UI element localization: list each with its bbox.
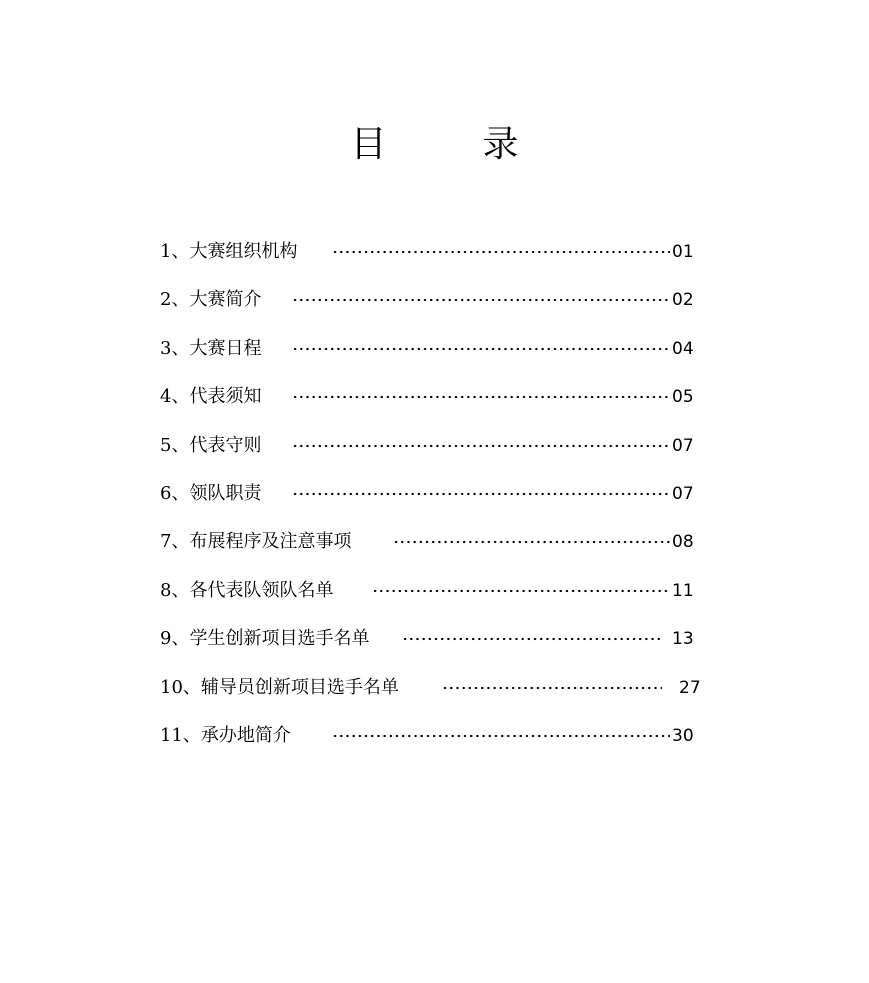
toc-entry-label: 8、各代表队领队名单 xyxy=(160,579,334,601)
toc-page-number: 04 xyxy=(672,338,694,359)
toc-page-number: 27 xyxy=(679,677,701,698)
toc-page-number: 13 xyxy=(672,629,694,650)
toc-entry[interactable] xyxy=(160,333,700,381)
toc-dot-leader xyxy=(292,444,670,448)
toc-entry-label: 2、大赛简介 xyxy=(160,289,262,311)
toc-entry-label: 5、代表守则 xyxy=(160,434,262,456)
toc-entry-label: 7、布展程序及注意事项 xyxy=(160,531,352,553)
toc-entry[interactable] xyxy=(160,430,700,478)
toc-page-number: 02 xyxy=(672,290,694,311)
toc-entry[interactable] xyxy=(160,623,700,671)
toc-page-number: 01 xyxy=(672,242,694,262)
table-of-contents xyxy=(160,236,700,768)
toc-page-number: 30 xyxy=(672,725,694,746)
toc-entry-label: 6、领队职责 xyxy=(160,482,262,504)
toc-entry-label: 4、代表须知 xyxy=(160,386,262,408)
toc-entry[interactable] xyxy=(160,284,700,332)
toc-page-number: 05 xyxy=(672,387,694,408)
toc-entry[interactable] xyxy=(160,575,700,623)
toc-page-number: 07 xyxy=(672,483,694,504)
toc-dot-leader xyxy=(332,734,670,738)
toc-entry-label: 9、学生创新项目选手名单 xyxy=(160,628,370,650)
toc-dot-leader xyxy=(292,347,670,351)
toc-entry[interactable] xyxy=(160,526,700,574)
toc-dot-leader xyxy=(402,637,660,641)
toc-entry-label: 10、辅导员创新项目选手名单 xyxy=(160,676,399,698)
toc-dot-leader xyxy=(393,540,670,544)
title-char-left: 目 xyxy=(350,124,387,165)
toc-entry[interactable] xyxy=(160,236,700,284)
toc-entry[interactable] xyxy=(160,720,700,768)
toc-dot-leader xyxy=(292,298,670,302)
toc-entry-label: 11、承办地简介 xyxy=(160,724,291,746)
toc-entry[interactable] xyxy=(160,478,700,526)
toc-dot-leader xyxy=(442,686,662,690)
toc-dot-leader xyxy=(292,492,670,496)
toc-page-number: 11 xyxy=(672,580,694,601)
toc-dot-leader xyxy=(332,250,670,254)
toc-dot-leader xyxy=(292,395,670,399)
toc-page-number: 08 xyxy=(672,532,694,553)
title-char-right: 录 xyxy=(482,124,519,165)
toc-entry-label: 1、大赛组织机构 xyxy=(160,241,298,262)
toc-entry[interactable] xyxy=(160,381,700,429)
toc-dot-leader xyxy=(372,589,670,593)
toc-page-number: 07 xyxy=(672,435,694,456)
toc-entry[interactable] xyxy=(160,672,700,720)
toc-entry-label: 3、大赛日程 xyxy=(160,337,262,359)
page-title xyxy=(0,120,869,170)
